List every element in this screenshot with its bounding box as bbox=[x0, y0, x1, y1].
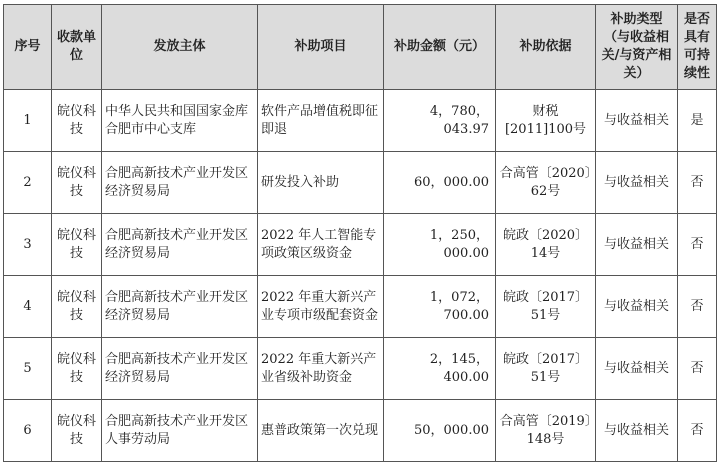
header-basis: 补助依据 bbox=[496, 5, 596, 90]
cell-unit: 皖仪科技 bbox=[52, 152, 102, 214]
table-row bbox=[4, 400, 717, 462]
cell-basis: 合高管〔2019〕148号 bbox=[496, 400, 596, 462]
cell-basis: 皖政〔2020〕14号 bbox=[496, 214, 596, 276]
table-row bbox=[4, 338, 717, 400]
cell-issuer: 合肥高新技术产业开发区经济贸易局 bbox=[102, 214, 258, 276]
cell-issuer: 中华人民共和国国家金库合肥市中心支库 bbox=[102, 90, 258, 152]
cell-sustainable: 否 bbox=[678, 276, 717, 338]
cell-sustainable: 否 bbox=[678, 338, 717, 400]
cell-unit: 皖仪科技 bbox=[52, 400, 102, 462]
cell-unit: 皖仪科技 bbox=[52, 214, 102, 276]
cell-sustainable: 是 bbox=[678, 90, 717, 152]
cell-issuer: 合肥高新技术产业开发区经济贸易局 bbox=[102, 152, 258, 214]
cell-basis: 合高管〔2020〕62号 bbox=[496, 152, 596, 214]
cell-no: 5 bbox=[4, 338, 52, 400]
table-row bbox=[4, 214, 717, 276]
cell-no: 1 bbox=[4, 90, 52, 152]
header-row bbox=[4, 5, 717, 90]
cell-amount: 50，000.00 bbox=[384, 400, 496, 462]
cell-item: 软件产品增值税即征即退 bbox=[258, 90, 384, 152]
table-row bbox=[4, 152, 717, 214]
cell-no: 4 bbox=[4, 276, 52, 338]
cell-item: 2022 年重大新兴产业专项市级配套资金 bbox=[258, 276, 384, 338]
cell-type: 与收益相关 bbox=[596, 152, 678, 214]
cell-item: 2022 年重大新兴产业省级补助资金 bbox=[258, 338, 384, 400]
cell-type: 与收益相关 bbox=[596, 338, 678, 400]
cell-unit: 皖仪科技 bbox=[52, 338, 102, 400]
cell-basis: 皖政〔2017〕51号 bbox=[496, 276, 596, 338]
header-item: 补助项目 bbox=[258, 5, 384, 90]
header-sustainable: 是否具有可持续性 bbox=[678, 5, 717, 90]
cell-item: 2022 年人工智能专项政策区级资金 bbox=[258, 214, 384, 276]
cell-sustainable: 否 bbox=[678, 214, 717, 276]
cell-type: 与收益相关 bbox=[596, 400, 678, 462]
cell-issuer: 合肥高新技术产业开发区经济贸易局 bbox=[102, 338, 258, 400]
cell-unit: 皖仪科技 bbox=[52, 276, 102, 338]
cell-amount: 60，000.00 bbox=[384, 152, 496, 214]
cell-basis: 皖政〔2017〕51号 bbox=[496, 338, 596, 400]
cell-amount: 1，072，700.00 bbox=[384, 276, 496, 338]
cell-no: 6 bbox=[4, 400, 52, 462]
cell-no: 2 bbox=[4, 152, 52, 214]
cell-no: 3 bbox=[4, 214, 52, 276]
table-row bbox=[4, 276, 717, 338]
cell-type: 与收益相关 bbox=[596, 276, 678, 338]
cell-type: 与收益相关 bbox=[596, 90, 678, 152]
header-unit: 收款单位 bbox=[52, 5, 102, 90]
cell-unit: 皖仪科技 bbox=[52, 90, 102, 152]
cell-issuer: 合肥高新技术产业开发区经济贸易局 bbox=[102, 276, 258, 338]
cell-amount: 4，780，043.97 bbox=[384, 90, 496, 152]
header-issuer: 发放主体 bbox=[102, 5, 258, 90]
header-type: 补助类型（与收益相关/与资产相关） bbox=[596, 5, 678, 90]
cell-sustainable: 否 bbox=[678, 152, 717, 214]
cell-item: 研发投入补助 bbox=[258, 152, 384, 214]
cell-amount: 1，250，000.00 bbox=[384, 214, 496, 276]
cell-issuer: 合肥高新技术产业开发区人事劳动局 bbox=[102, 400, 258, 462]
cell-item: 惠普政策第一次兑现 bbox=[258, 400, 384, 462]
cell-type: 与收益相关 bbox=[596, 214, 678, 276]
cell-basis: 财税[2011]100号 bbox=[496, 90, 596, 152]
cell-sustainable: 否 bbox=[678, 400, 717, 462]
header-amount: 补助金额（元） bbox=[384, 5, 496, 90]
header-no: 序号 bbox=[4, 5, 52, 90]
cell-amount: 2，145，400.00 bbox=[384, 338, 496, 400]
subsidy-table bbox=[3, 4, 717, 462]
table-row bbox=[4, 90, 717, 152]
